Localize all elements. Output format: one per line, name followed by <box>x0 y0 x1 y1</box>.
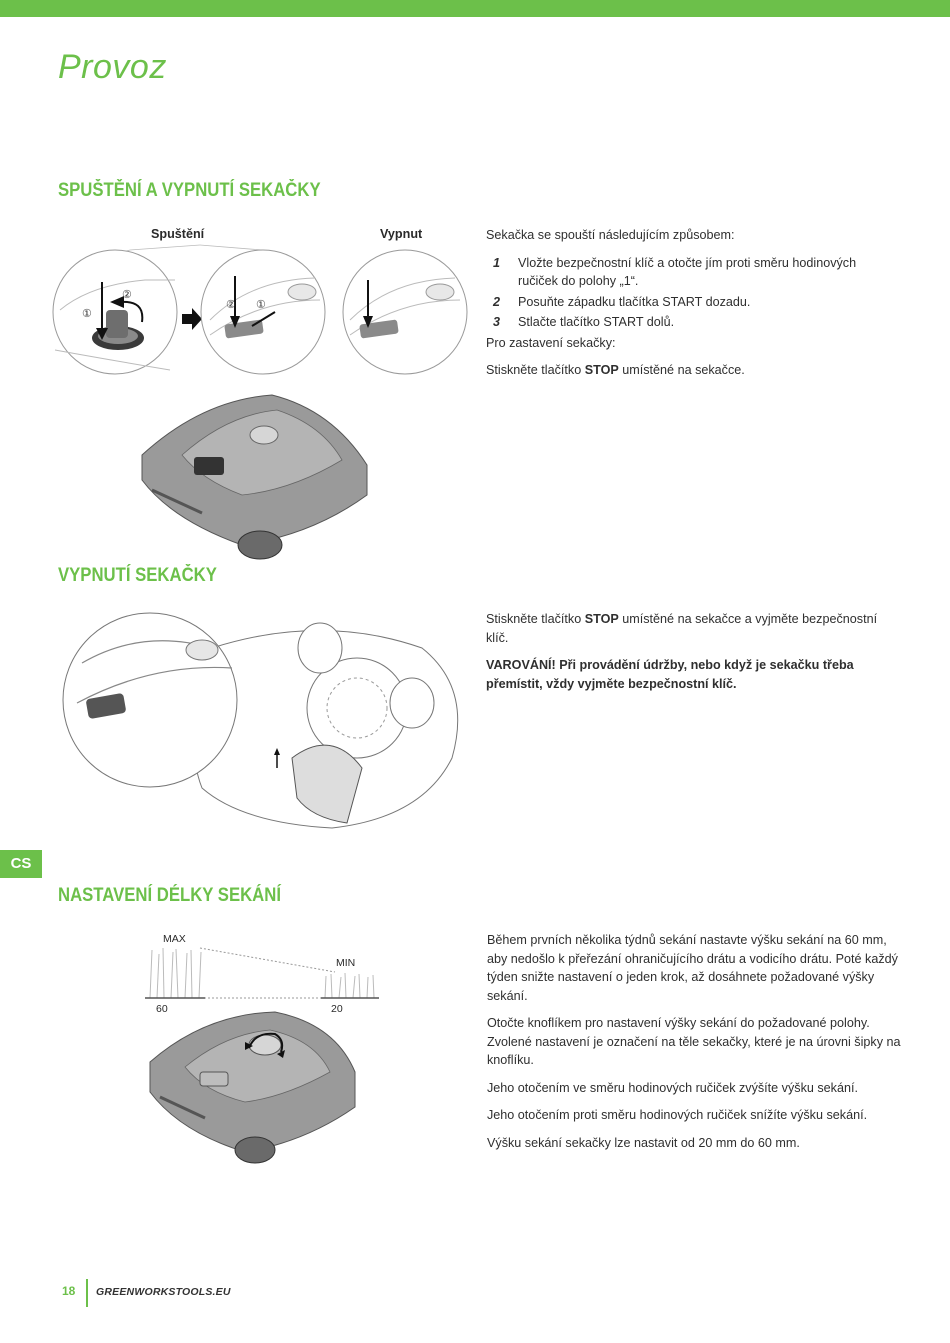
section3-text <box>487 931 902 1161</box>
warning-label: VAROVÁNÍ <box>486 658 552 672</box>
start-intro: Sekačka se spouští následujícím způsobem: <box>486 228 735 242</box>
step-text: Stlačte tlačítko START dolů. <box>518 315 675 329</box>
value-max: 60 <box>156 1003 168 1015</box>
footer-website: GREENWORKSTOOLS.EU <box>96 1286 231 1298</box>
mower-illustration <box>132 395 372 565</box>
cutting-height-para: Jeho otočením proti směru hodinových ručiček snížíte výšku sekání. <box>487 1108 868 1122</box>
para-suffix: umístěné na sekačce a vyjměte bezpečnostní klíč. <box>486 612 878 645</box>
arrow-right-icon <box>182 308 202 330</box>
callout-2b: ② <box>226 299 236 311</box>
section-heading-stop: VYPNUTÍ SEKAČKY <box>58 565 217 586</box>
mower-height-knob-illustration <box>145 1012 360 1167</box>
label-start: Spuštění <box>151 227 205 241</box>
label-off: Vypnut <box>380 227 423 241</box>
section-heading-start-stop: SPUŠTĚNÍ A VYPNUTÍ SEKAČKY <box>58 180 321 201</box>
cutting-height-para: Výšku sekání sekačky lze nastavit od 20 mm do 60 mm. <box>487 1135 800 1150</box>
stop-remove-key <box>486 610 896 647</box>
para-prefix: Stiskněte tlačítko <box>486 612 585 626</box>
detail-stop-button <box>343 250 467 374</box>
callout-2: ② <box>122 289 132 301</box>
cutting-height-para: Během prvních několika týdnů sekání nastavte výšku sekání na 60 mm, aby nedošlo k přeřezání ohraničujícího drátu a vodicího drátu. Poté každý týden snižte nastavení o jeden krok, až dosáhnete požadované výšky sekání. <box>487 933 898 1003</box>
callout-1: ① <box>82 308 92 320</box>
step-text: Posuňte západku tlačítka START dozadu. <box>518 294 751 309</box>
stop-instruction <box>486 361 896 380</box>
section1-text <box>486 226 896 389</box>
key-icon <box>106 310 128 338</box>
top-accent-bar <box>0 0 950 17</box>
start-step <box>486 254 896 291</box>
cutting-height-para: Jeho otočením ve směru hodinových ručiček zvýšíte výšku sekání. <box>487 1080 858 1095</box>
label-max: MAX <box>163 933 186 945</box>
step-number: 1 <box>493 255 501 270</box>
callout-1b: ① <box>256 299 266 311</box>
stop-suffix: umístěné na sekačce. <box>618 363 745 377</box>
grass-height-diagram <box>145 940 385 1000</box>
cutting-height-para: Otočte knoflíkem pro nastavení výšky sekání do požadované polohy. Zvolené nastavení je označení na těle sekačky, které je na úrovni šipky na knoflíku. <box>487 1016 901 1067</box>
detail-start-button <box>201 250 325 374</box>
detail-key-insert <box>53 250 177 374</box>
start-step <box>486 313 896 332</box>
page-title: Provoz <box>58 48 167 86</box>
warning-note <box>486 656 896 693</box>
start-sequence-illustration <box>50 240 470 390</box>
section-heading-cutting-height: NASTAVENÍ DÉLKY SEKÁNÍ <box>58 885 281 906</box>
footer-divider <box>86 1279 88 1307</box>
section2-text <box>486 610 896 702</box>
label-min: MIN <box>336 957 356 969</box>
step-text: Vložte bezpečnostní klíč a otočte jím proti směru hodinových ručiček do polohy „1“. <box>518 255 857 288</box>
start-steps-list <box>486 254 896 332</box>
warning-text: Při provádění údržby, nebo když je sekačku třeba přemístit, vždy vyjměte bezpečnostní klíč. <box>486 658 854 691</box>
value-min: 20 <box>331 1003 343 1015</box>
para-bold: STOP <box>584 612 619 626</box>
stop-prefix: Stiskněte tlačítko <box>486 363 585 377</box>
page-number: 18 <box>62 1284 76 1298</box>
stop-intro: Pro zastavení sekačky: <box>486 335 616 350</box>
mower-underside-illustration <box>62 608 462 833</box>
language-tab: CS <box>0 850 42 878</box>
step-number: 2 <box>493 294 501 309</box>
warning-excl: ! <box>551 658 556 672</box>
step-number: 3 <box>493 315 501 329</box>
stop-bold: STOP <box>584 363 619 377</box>
start-step <box>486 293 896 312</box>
